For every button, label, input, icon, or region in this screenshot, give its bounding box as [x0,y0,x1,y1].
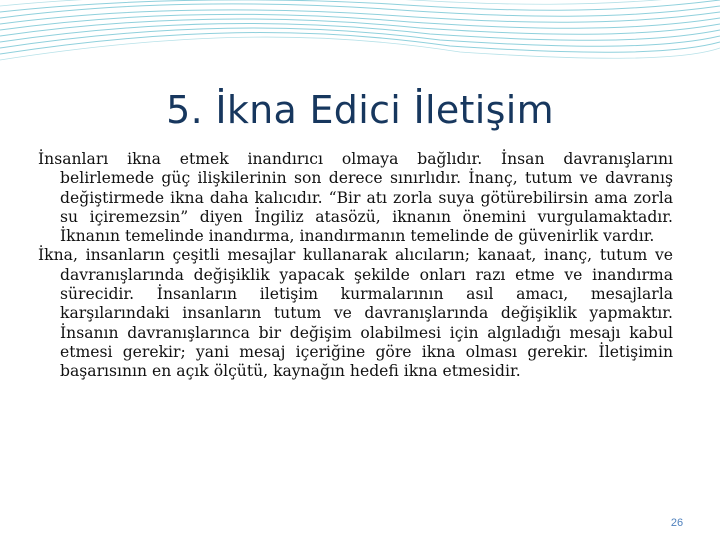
paragraph-1: İnsanları ikna etmek inandırıcı olmaya bağlıdır. İnsan davranışlarını belirlemede güç ilişkilerinin son derece sınırlıdır. İnanç, tutum ve davranış değiştirmede ikna daha kalıcıdır. “Bir atı zorla suya götürebilirsin ama zorla su içiremezsin” diyen İngiliz atasözü, iknanın önemini vurgulamaktadır. İknanın temelinde inandırma, inandırmanın temelinde de güvenirlik vardır. [38,150,673,246]
decorative-wave-lines [0,0,720,70]
slide-title: 5. İkna Edici İletişim [166,88,554,132]
slide-body [38,150,673,382]
paragraph-2: İkna, insanların çeşitli mesajlar kullanarak alıcıların; kanaat, inanç, tutum ve davranışlarında değişiklik yapacak şekilde onları razı etme ve inandırma sürecidir. İnsanların iletişim kurmalarının asıl amacı, mesajlarla karşılarındaki insanların tutum ve davranışlarında değişiklik yapmaktır. İnsanın davranışlarınca bir değişim olabilmesi için algıladığı mesajı kabul etmesi gerekir; yani mesaj içeriğine göre ikna olması gerekir. İletişimin başarısının en açık ölçütü, kaynağın hedefi ikna etmesidir. [38,246,673,381]
page-number: 26 [670,517,684,529]
